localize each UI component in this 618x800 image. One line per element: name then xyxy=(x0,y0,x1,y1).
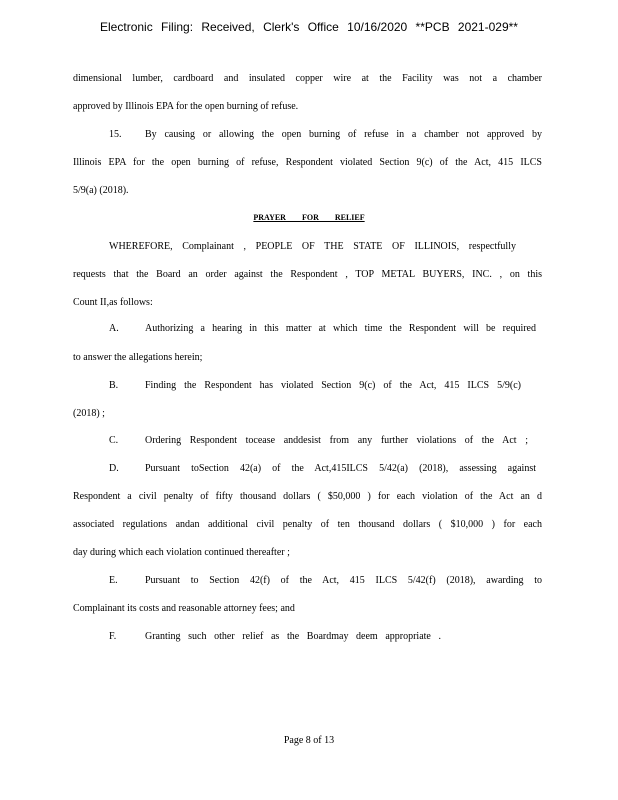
wherefore-line: requests that the Board an order against the Respondent , TOP METAL BUYERS, INC. , on this xyxy=(73,269,542,280)
item-text: Pursuant to Section 42(f) of the Act, 415 ILCS 5/42(f) (2018), awarding to xyxy=(145,575,542,586)
paragraph-line: 5/9(a) (2018). xyxy=(73,185,129,196)
item-text: Ordering Respondent tocease anddesist from any further violations of the Act ; xyxy=(145,435,528,446)
item-text: Respondent a civil penalty of fifty thousand dollars ( $50,000 ) for each violation of the Act an d xyxy=(73,491,542,502)
wherefore-line: WHEREFORE, Complainant , PEOPLE OF THE STATE OF ILLINOIS, respectfully xyxy=(109,241,516,252)
item-text: Authorizing a hearing in this matter at which time the Respondent will be required xyxy=(145,323,536,334)
item-label: C. xyxy=(109,435,119,446)
item-label: F. xyxy=(109,631,117,642)
item-text: (2018) ; xyxy=(73,408,105,419)
paragraph-line: approved by Illinois EPA for the open burning of refuse. xyxy=(73,101,299,112)
item-text: day during which each violation continued thereafter ; xyxy=(73,547,290,558)
wherefore-line: Count II,as follows: xyxy=(73,297,153,308)
item-label: B. xyxy=(109,380,119,391)
item-text: Granting such other relief as the Boardmay deem appropriate . xyxy=(145,631,441,642)
item-text: Complainant its costs and reasonable attorney fees; and xyxy=(73,603,295,614)
item-label: A. xyxy=(109,323,119,334)
item-label: D. xyxy=(109,463,119,474)
item-text: Pursuant toSection 42(a) of the Act,415ILCS 5/42(a) (2018), assessing against xyxy=(145,463,536,474)
item-text: to answer the allegations herein; xyxy=(73,352,203,363)
page-number: Page 8 of 13 xyxy=(283,735,335,746)
item-text: associated regulations andan additional civil penalty of ten thousand dollars ( $10,000 ) for each xyxy=(73,519,542,530)
section-heading: PRAYER FOR RELIEF xyxy=(253,213,365,222)
item-text: Finding the Respondent has violated Section 9(c) of the Act, 415 ILCS 5/9(c) xyxy=(145,380,521,391)
paragraph-number: 15. xyxy=(109,129,122,140)
efiling-header: Electronic Filing: Received, Clerk's Office 10/16/2020 **PCB 2021-029** xyxy=(100,20,518,34)
paragraph-line: dimensional lumber, cardboard and insulated copper wire at the Facility was not a chamber xyxy=(73,73,542,84)
paragraph-line: By causing or allowing the open burning of refuse in a chamber not approved by xyxy=(145,129,542,140)
item-label: E. xyxy=(109,575,118,586)
paragraph-line: Illinois EPA for the open burning of refuse, Respondent violated Section 9(c) of the Act, 415 ILCS xyxy=(73,157,542,168)
